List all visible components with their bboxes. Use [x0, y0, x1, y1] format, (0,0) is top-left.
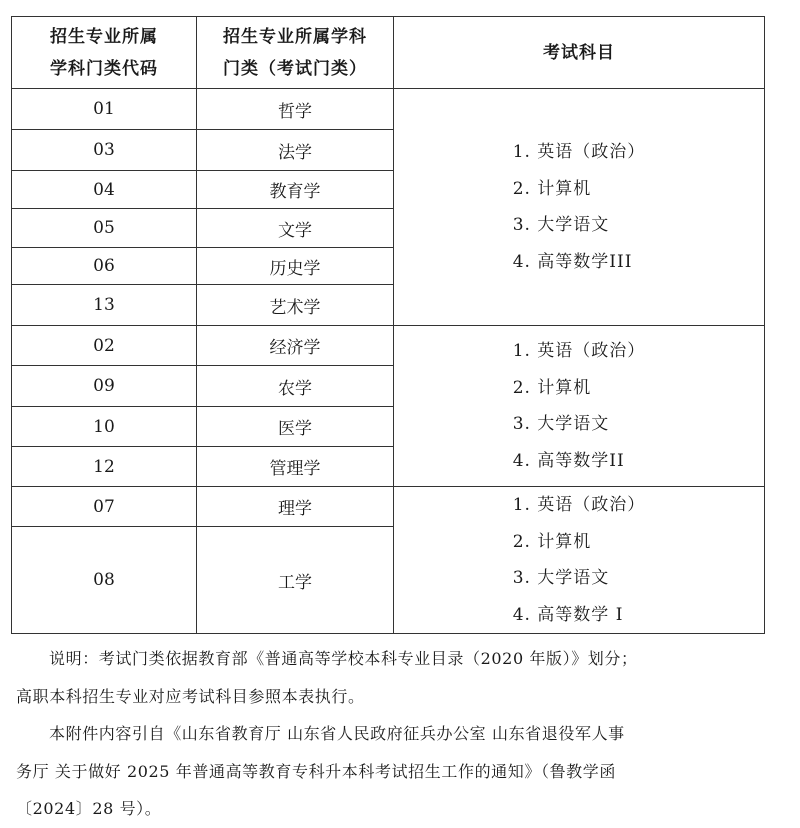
category-name: 农学 [197, 366, 394, 407]
subjects-cell [394, 487, 765, 634]
header-code-line1: 招生专业所属 [50, 26, 158, 47]
category-code: 07 [12, 487, 197, 527]
subjects-cell [394, 89, 765, 326]
subjects-cell [394, 326, 765, 487]
category-code: 10 [12, 407, 197, 447]
category-name: 医学 [197, 407, 394, 447]
category-name: 文学 [197, 209, 394, 248]
subject-item: 3. 大学语文 [512, 215, 610, 235]
category-name: 经济学 [197, 326, 394, 366]
subject-item: 1. 英语（政治） [512, 495, 646, 515]
category-name: 历史学 [197, 248, 394, 285]
category-code: 04 [12, 171, 197, 209]
header-code-line2: 学科门类代码 [50, 58, 158, 79]
table-row [12, 487, 765, 527]
header-category-code [12, 17, 197, 89]
subject-item: 4. 高等数学II [512, 450, 625, 471]
category-name: 管理学 [197, 447, 394, 487]
exam-subjects-table [11, 16, 765, 634]
header-category-line1: 招生专业所属学科 [223, 26, 367, 47]
subject-item: 1. 英语（政治） [512, 142, 646, 162]
category-code: 02 [12, 326, 197, 366]
subjects-list [513, 487, 646, 633]
category-code: 01 [12, 89, 197, 130]
category-code: 08 [12, 527, 197, 634]
category-name: 法学 [197, 130, 394, 171]
note-line: 务厅 关于做好 2025 年普通高等教育专科升本科考试招生工作的通知》（鲁教学函 [16, 761, 616, 781]
subject-item: 1. 英语（政治） [512, 341, 646, 361]
category-name: 艺术学 [197, 285, 394, 326]
note-line: 本附件内容引自《山东省教育厅 山东省人民政府征兵办公室 山东省退役军人事 [49, 724, 625, 743]
subject-item: 3. 大学语文 [512, 568, 610, 588]
category-code: 13 [12, 285, 197, 326]
subjects-list [513, 333, 646, 479]
category-name: 哲学 [197, 89, 394, 130]
subject-item: 2. 计算机 [512, 531, 592, 552]
subject-item: 4. 高等数学III [512, 251, 633, 272]
note-line: 〔2024〕28 号）。 [16, 799, 162, 818]
note-line: 高职本科招生专业对应考试科目参照本表执行。 [16, 686, 365, 706]
notes-section [16, 640, 776, 828]
table-row [12, 89, 765, 130]
subject-item: 2. 计算机 [512, 178, 592, 199]
header-subjects: 考试科目 [394, 17, 765, 89]
category-name: 理学 [197, 487, 394, 527]
category-code: 05 [12, 209, 197, 248]
category-name: 工学 [197, 527, 394, 634]
header-category-name [197, 17, 394, 89]
category-code: 06 [12, 248, 197, 285]
subject-item: 4. 高等数学 I [512, 604, 624, 625]
subject-item: 2. 计算机 [512, 377, 592, 398]
category-code: 09 [12, 366, 197, 407]
header-category-line2: 门类（考试门类） [223, 58, 367, 79]
category-code: 03 [12, 130, 197, 171]
category-code: 12 [12, 447, 197, 487]
subject-item: 3. 大学语文 [512, 414, 610, 434]
subjects-list [513, 134, 646, 280]
table-row [12, 326, 765, 366]
category-name: 教育学 [197, 171, 394, 209]
note-line: 说明：考试门类依据教育部《普通高等学校本科专业目录（2020 年版）》划分； [49, 649, 638, 668]
